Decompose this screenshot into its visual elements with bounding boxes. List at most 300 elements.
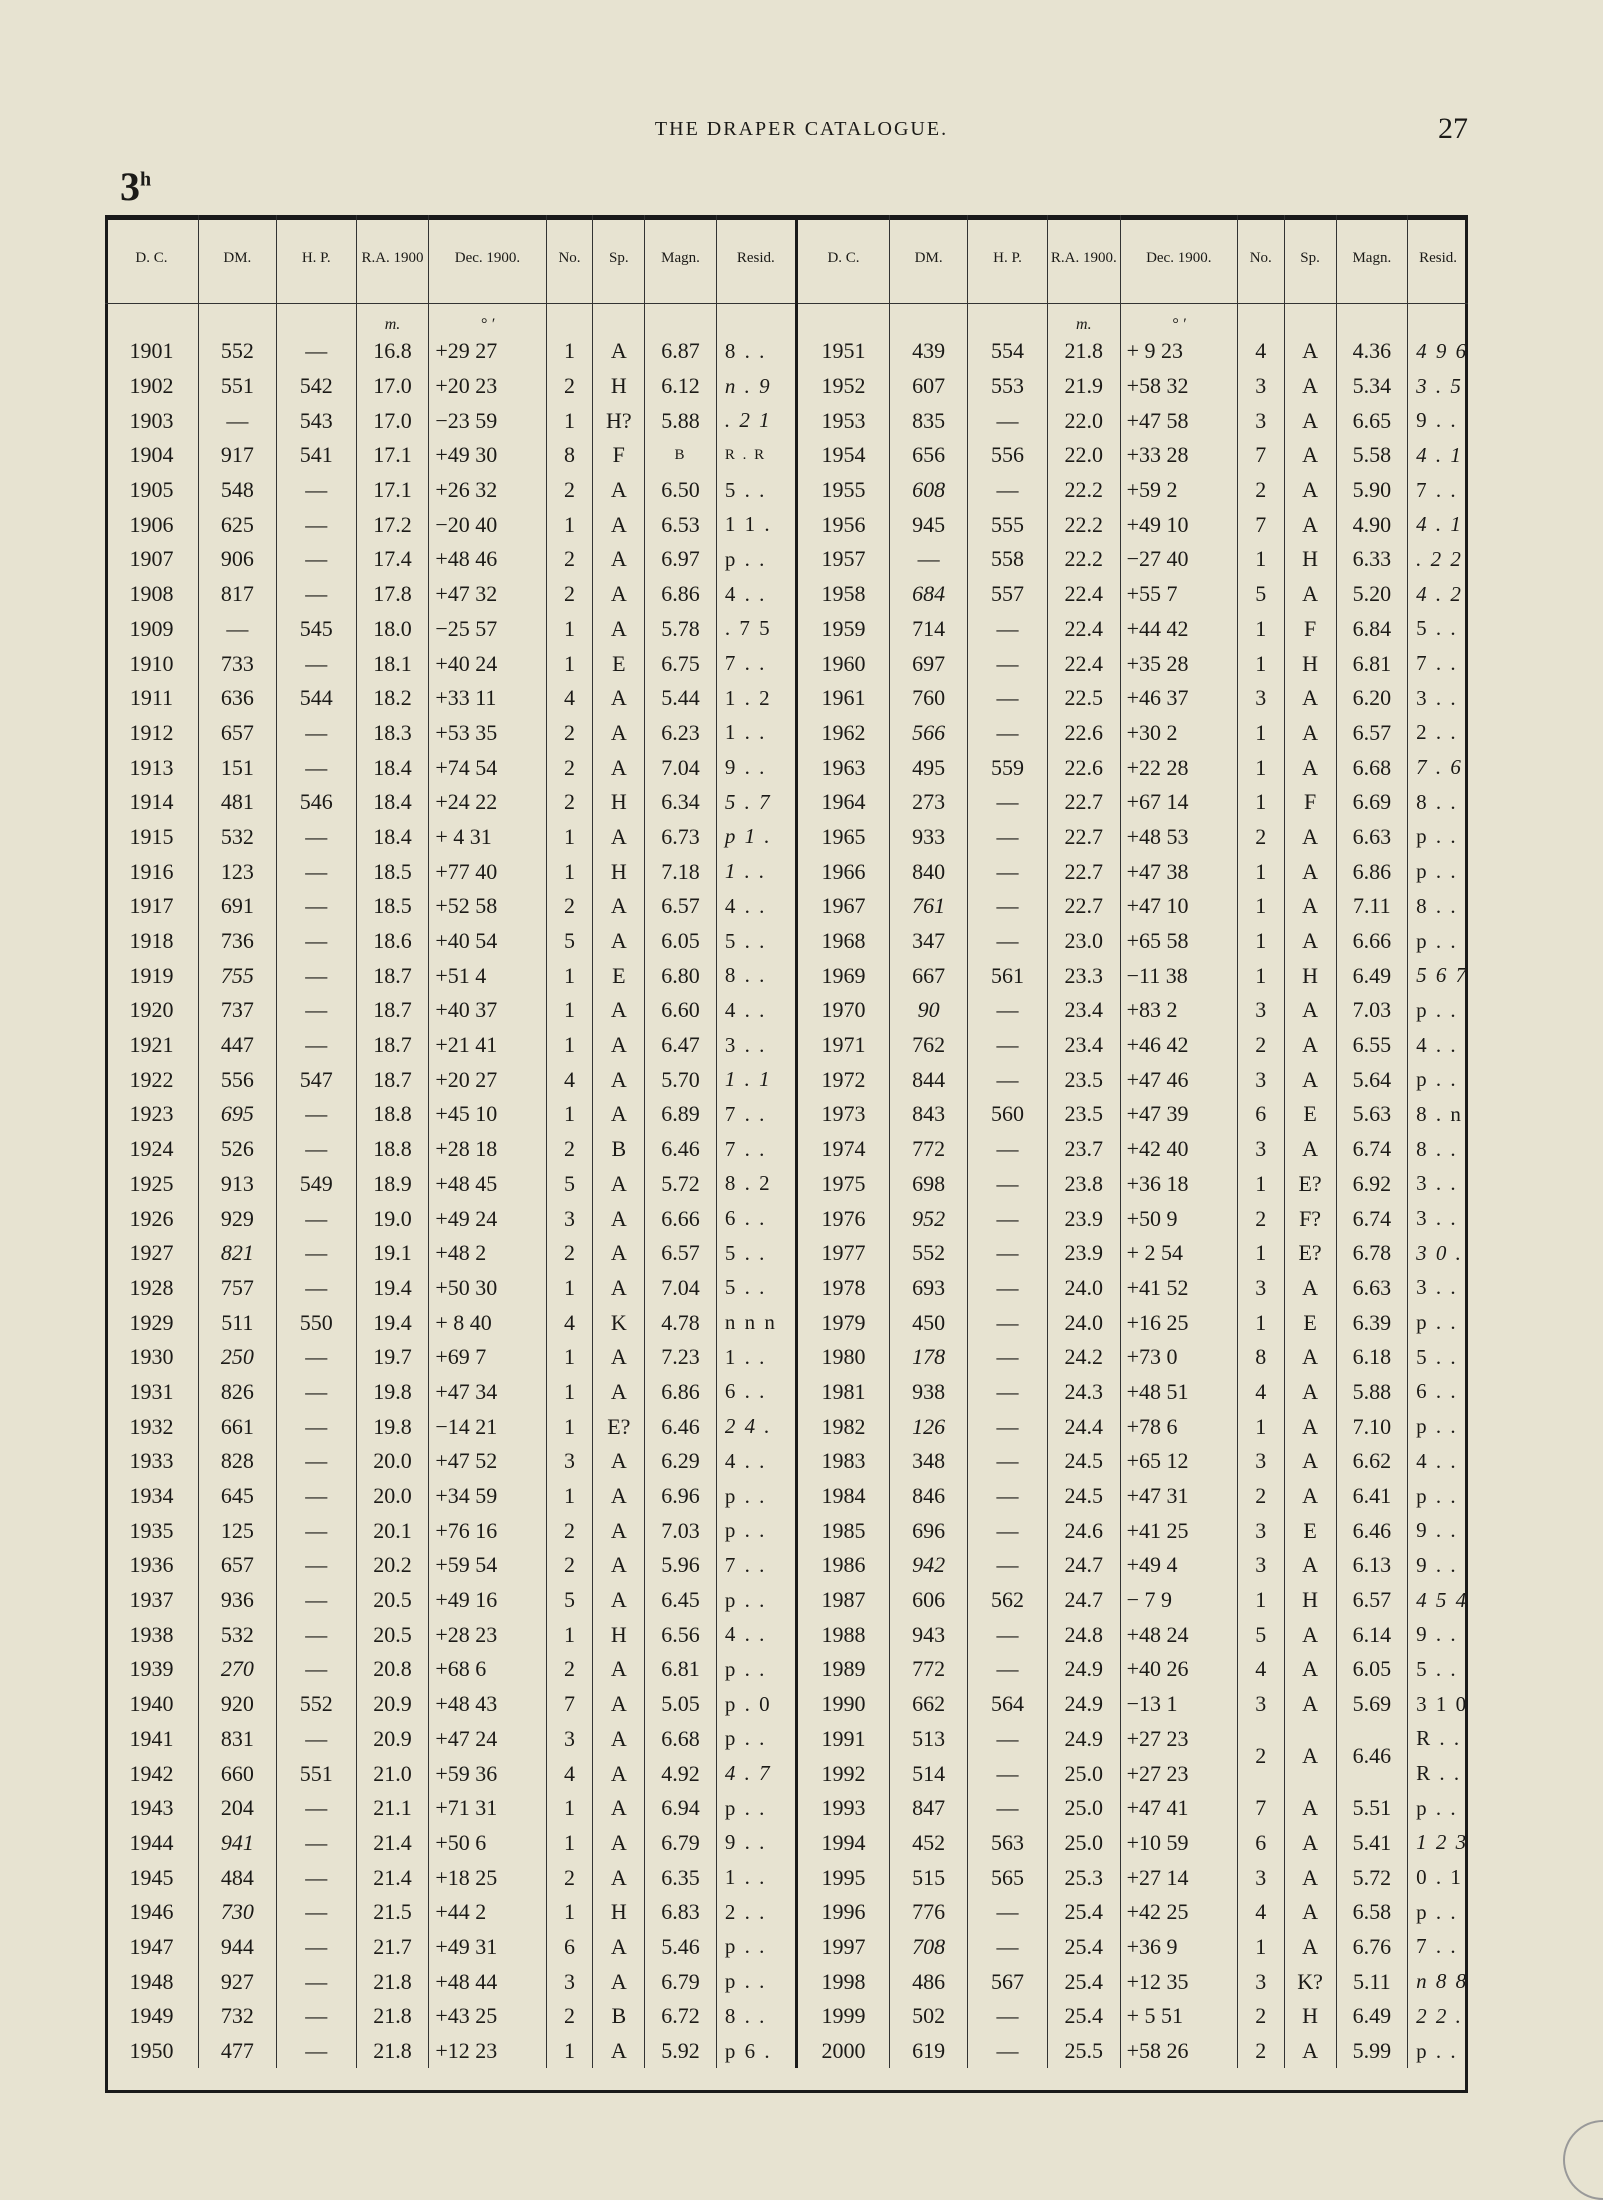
cell-dm: 151 (198, 750, 276, 785)
cell-dc: 1932 (129, 1413, 174, 1439)
cell-dc: 1992 (796, 1756, 889, 1791)
cell-dec: +58 32 (1120, 369, 1237, 404)
cell-magn: 6.68 (1336, 750, 1408, 785)
cell-ra: 25.5 (1047, 2034, 1120, 2069)
cell-dc: 1937 (129, 1587, 174, 1613)
cell-hp: 555 (968, 507, 1048, 542)
cell-no: 3 (1237, 681, 1284, 716)
cell-dec: +47 58 (1120, 403, 1237, 438)
cell-resid: 1 2 3 (1408, 1826, 1468, 1861)
cell-dec: +28 23 (429, 1617, 546, 1652)
cell-dm: 662 (890, 1687, 968, 1722)
cell-dc: 1973 (796, 1097, 889, 1132)
cell-dc: 1952 (796, 369, 889, 404)
cell-dm: 606 (890, 1583, 968, 1618)
cell-magn: 6.83 (645, 1895, 717, 1930)
page-number: 27 (1438, 112, 1468, 145)
cell-hp: — (276, 1028, 356, 1063)
cell-resid: . 2 1 (716, 403, 796, 438)
cell-dec: −13 1 (1120, 1687, 1237, 1722)
cell-dm: 757 (198, 1271, 276, 1306)
cell-resid: 7 . . (1408, 1930, 1468, 1965)
cell-dm: 656 (890, 438, 968, 473)
cell-dec: +26 32 (429, 473, 546, 508)
header-row (105, 215, 1468, 304)
cell-magn: 6.87 (645, 334, 717, 369)
cell-sp: A (593, 1271, 645, 1306)
cell-ra: 24.9 (1047, 1652, 1120, 1687)
cell-sp: H? (593, 403, 645, 438)
cell-dec: +21 41 (429, 1028, 546, 1063)
cell-dec: +49 31 (429, 1930, 546, 1965)
cell-dm: 450 (890, 1305, 968, 1340)
cell-hp: — (276, 1201, 356, 1236)
cell-dec: +35 28 (1120, 646, 1237, 681)
cell-dc: 1984 (796, 1479, 889, 1514)
cell-no: 4 (1237, 1375, 1284, 1410)
cell-ra: 22.4 (1047, 612, 1120, 647)
cell-dm: 608 (890, 473, 968, 508)
cell-ra: 22.2 (1047, 542, 1120, 577)
cell-dc: 1941 (129, 1725, 174, 1751)
cell-resid: 8 . . (716, 958, 796, 993)
cell-sp: A (1284, 1375, 1336, 1410)
cell-sp: A (1284, 820, 1336, 855)
cell-dec: +49 4 (1120, 1548, 1237, 1583)
cell-dec: +41 25 (1120, 1513, 1237, 1548)
cell-dec: +49 24 (429, 1201, 546, 1236)
cell-hp: — (968, 1791, 1048, 1826)
cell-hp: 549 (276, 1167, 356, 1202)
cell-hp: — (276, 1340, 356, 1375)
cell-magn: 6.58 (1336, 1895, 1408, 1930)
cell-hp: — (968, 854, 1048, 889)
cell-dm: 835 (890, 403, 968, 438)
cell-resid: . 7 5 (716, 612, 796, 647)
cell-ra: 25.4 (1047, 1999, 1120, 2034)
cell-dc: 1964 (796, 785, 889, 820)
cell-dm: 532 (198, 1617, 276, 1652)
header-no: No. (1237, 215, 1284, 304)
cell-dc: 1961 (796, 681, 889, 716)
cell-dm: 657 (198, 716, 276, 751)
cell-resid: 2 . . (1408, 716, 1468, 751)
cell-dc: 1931 (129, 1378, 174, 1404)
cell-ra: 22.0 (1047, 438, 1120, 473)
cell-dec: +65 58 (1120, 924, 1237, 959)
cell-dec: +51 4 (429, 958, 546, 993)
cell-magn: 6.49 (1336, 958, 1408, 993)
cell-no: 7 (1237, 507, 1284, 542)
cell-sp: K (593, 1305, 645, 1340)
cell-dm: 486 (890, 1964, 968, 1999)
cell-dc: 1942 (129, 1760, 174, 1786)
cell-resid: 4 . 2 (1408, 577, 1468, 612)
cell-dec: − 7 9 (1120, 1583, 1237, 1618)
cell-resid: R . . (1408, 1722, 1468, 1757)
cell-ra: 24.5 (1047, 1444, 1120, 1479)
cell-magn: 7.23 (645, 1340, 717, 1375)
cell-magn: 5.88 (645, 403, 717, 438)
cell-ra: 18.5 (356, 889, 429, 924)
cell-ra: 21.1 (356, 1791, 429, 1826)
table-row (105, 1860, 1468, 1895)
cell-hp: — (276, 1791, 356, 1826)
cell-dm: 607 (890, 369, 968, 404)
cell-dm: 737 (198, 993, 276, 1028)
cell-dec: +59 54 (429, 1548, 546, 1583)
cell-ra: 18.9 (356, 1167, 429, 1202)
cell-magn: 6.18 (1336, 1340, 1408, 1375)
cell-dec: +42 40 (1120, 1132, 1237, 1167)
cell-sp: E (593, 646, 645, 681)
cell-dec: +40 26 (1120, 1652, 1237, 1687)
cell-no: 1 (546, 2034, 593, 2069)
catalogue-table (105, 215, 1468, 2068)
cell-no: 2 (546, 1999, 593, 2034)
cell-sp: A (593, 1167, 645, 1202)
cell-resid: 3 0 . (1408, 1236, 1468, 1271)
cell-dc: 1903 (129, 407, 174, 433)
cell-resid: 3 . 5 (1408, 369, 1468, 404)
cell-ra: 24.3 (1047, 1375, 1120, 1410)
section-hour-unit: h (140, 168, 152, 191)
cell-no: 2 (546, 785, 593, 820)
cell-no: 1 (546, 993, 593, 1028)
cell-dm: 821 (198, 1236, 276, 1271)
cell-dc: 2000 (796, 2034, 889, 2069)
cell-dec: +47 24 (429, 1722, 546, 1757)
cell-sp: A (593, 1860, 645, 1895)
cell-dc: 1908 (129, 581, 174, 607)
table-row (105, 1028, 1468, 1063)
cell-sp: A (593, 1964, 645, 1999)
cell-ra: 23.4 (1047, 1028, 1120, 1063)
cell-dec: +30 2 (1120, 716, 1237, 751)
cell-dec: +47 52 (429, 1444, 546, 1479)
cell-dm: 657 (198, 1548, 276, 1583)
cell-dm: 761 (890, 889, 968, 924)
cell-resid: 8 . . (1408, 785, 1468, 820)
cell-magn: 7.04 (645, 750, 717, 785)
cell-hp: — (968, 403, 1048, 438)
cell-ra: 18.4 (356, 820, 429, 855)
cell-dm: 273 (890, 785, 968, 820)
cell-hp: — (276, 958, 356, 993)
cell-dc: 1974 (796, 1132, 889, 1167)
cell-dec: +27 23 (1120, 1756, 1237, 1791)
cell-dec: +33 28 (1120, 438, 1237, 473)
cell-dc: 1921 (129, 1032, 174, 1058)
cell-sp: A (1284, 681, 1336, 716)
table-row (105, 1617, 1468, 1652)
cell-ra: 22.7 (1047, 854, 1120, 889)
cell-no: 2 (546, 473, 593, 508)
cell-resid: p . . (1408, 1895, 1468, 1930)
table-row (105, 785, 1468, 820)
cell-magn: 6.57 (1336, 1583, 1408, 1618)
cell-ra: 18.7 (356, 958, 429, 993)
cell-ra: 24.5 (1047, 1479, 1120, 1514)
cell-hp: — (968, 1756, 1048, 1791)
table-row (105, 1583, 1468, 1618)
cell-resid: p . . (716, 1479, 796, 1514)
cell-dec: +40 24 (429, 646, 546, 681)
cell-hp: 562 (968, 1583, 1048, 1618)
cell-dc: 1910 (129, 650, 174, 676)
cell-dm: 844 (890, 1062, 968, 1097)
cell-ra: 18.7 (356, 1028, 429, 1063)
cell-sp: A (593, 1028, 645, 1063)
cell-sp: A (1284, 1409, 1336, 1444)
header-ra: R.A. 1900 (356, 215, 429, 304)
cell-dm: 526 (198, 1132, 276, 1167)
cell-ra: 20.0 (356, 1479, 429, 1514)
cell-ra: 24.7 (1047, 1583, 1120, 1618)
cell-dec: +48 44 (429, 1964, 546, 1999)
cell-dm: 942 (890, 1548, 968, 1583)
cell-hp: — (276, 1548, 356, 1583)
cell-ra: 21.0 (356, 1756, 429, 1791)
cell-resid: 2 4 . (716, 1409, 796, 1444)
cell-sp: A (593, 889, 645, 924)
cell-sp: A (593, 820, 645, 855)
cell-hp: 552 (276, 1687, 356, 1722)
cell-hp: — (276, 1617, 356, 1652)
cell-dm: 952 (890, 1201, 968, 1236)
cell-dec: +76 16 (429, 1513, 546, 1548)
cell-dec: +53 35 (429, 716, 546, 751)
cell-dm: — (890, 542, 968, 577)
cell-dm: 481 (198, 785, 276, 820)
cell-resid: p . . (716, 1513, 796, 1548)
cell-no: 2 (546, 889, 593, 924)
cell-dc: 1926 (129, 1205, 174, 1231)
cell-resid: 5 . . (716, 1236, 796, 1271)
cell-sp: A (1284, 993, 1336, 1028)
cell-ra: 18.4 (356, 750, 429, 785)
cell-sp: A (1284, 1340, 1336, 1375)
cell-dc: 1976 (796, 1201, 889, 1236)
cell-ra: 18.1 (356, 646, 429, 681)
table-row (105, 889, 1468, 924)
cell-hp: 554 (968, 334, 1048, 369)
cell-resid: 1 . 2 (716, 681, 796, 716)
cell-dec: +71 31 (429, 1791, 546, 1826)
cell-no: 2 (1237, 820, 1284, 855)
cell-ra: 18.8 (356, 1097, 429, 1132)
cell-no: 3 (1237, 1860, 1284, 1895)
cell-dm: 762 (890, 1028, 968, 1063)
cell-no: 7 (1237, 1791, 1284, 1826)
cell-dc: 1944 (129, 1829, 174, 1855)
cell-no: 3 (1237, 1513, 1284, 1548)
cell-hp: — (276, 577, 356, 612)
cell-magn: 6.29 (645, 1444, 717, 1479)
cell-hp: — (968, 1167, 1048, 1202)
cell-dec: +48 45 (429, 1167, 546, 1202)
cell-dm: 733 (198, 646, 276, 681)
cell-ra: 20.5 (356, 1583, 429, 1618)
cell-hp: — (968, 993, 1048, 1028)
cell-hp: — (968, 1305, 1048, 1340)
ra-unit: m. (356, 304, 429, 335)
table-row (105, 716, 1468, 751)
cell-magn: 5.34 (1336, 369, 1408, 404)
cell-magn: 6.79 (645, 1826, 717, 1861)
cell-dc: 1914 (129, 789, 174, 815)
cell-ra: 20.2 (356, 1548, 429, 1583)
cell-magn: 5.41 (1336, 1826, 1408, 1861)
header-sp: Sp. (593, 215, 645, 304)
running-title: THE DRAPER CATALOGUE. (654, 118, 949, 140)
table-row (105, 646, 1468, 681)
cell-sp: A (1284, 1479, 1336, 1514)
cell-no: 2 (546, 542, 593, 577)
cell-dc: 1980 (796, 1340, 889, 1375)
cell-magn: 6.72 (645, 1999, 717, 2034)
cell-hp: — (276, 1444, 356, 1479)
cell-dm: 817 (198, 577, 276, 612)
cell-magn: 6.86 (645, 577, 717, 612)
cell-no: 2 (1237, 473, 1284, 508)
cell-sp: A (593, 1548, 645, 1583)
header-no: No. (546, 215, 593, 304)
cell-hp: — (968, 889, 1048, 924)
header-dec: Dec. 1900. (429, 215, 546, 304)
cell-dc: 1957 (796, 542, 889, 577)
cell-dec: +42 25 (1120, 1895, 1237, 1930)
cell-sp: E? (1284, 1167, 1336, 1202)
cell-ra: 22.2 (1047, 507, 1120, 542)
cell-dm: 495 (890, 750, 968, 785)
cell-dm: 619 (890, 2034, 968, 2069)
cell-dc: 1972 (796, 1062, 889, 1097)
header-dec: Dec. 1900. (1120, 215, 1237, 304)
cell-no: 6 (1237, 1097, 1284, 1132)
cell-dm: 695 (198, 1097, 276, 1132)
cell-ra: 17.2 (356, 507, 429, 542)
cell-dm: 514 (890, 1756, 968, 1791)
cell-magn: 5.96 (645, 1548, 717, 1583)
cell-dc: 1909 (129, 615, 174, 641)
table-row (105, 612, 1468, 647)
cell-sp: A (593, 1062, 645, 1097)
cell-no: 1 (1237, 646, 1284, 681)
cell-dc: 1971 (796, 1028, 889, 1063)
cell-hp: — (968, 612, 1048, 647)
cell-no: 6 (546, 1930, 593, 1965)
cell-magn: 6.57 (645, 889, 717, 924)
cell-dec: +12 23 (429, 2034, 546, 2069)
cell-hp: 567 (968, 1964, 1048, 1999)
cell-no: 1 (1237, 1930, 1284, 1965)
cell-resid: 5 . . (1408, 1340, 1468, 1375)
cell-resid: 8 . 2 (716, 1167, 796, 1202)
cell-dec: + 2 54 (1120, 1236, 1237, 1271)
cell-dc: 1975 (796, 1167, 889, 1202)
cell-dm: 551 (198, 369, 276, 404)
cell-ra: 19.8 (356, 1409, 429, 1444)
cell-magn: 6.65 (1336, 403, 1408, 438)
cell-resid: 5 . 7 (716, 785, 796, 820)
cell-dec: +48 2 (429, 1236, 546, 1271)
cell-no: 1 (546, 1479, 593, 1514)
cell-sp: A (593, 924, 645, 959)
cell-magn: 6.66 (645, 1201, 717, 1236)
cell-resid: 4 . 1 (1408, 507, 1468, 542)
table-row (105, 507, 1468, 542)
cell-dc: 1965 (796, 820, 889, 855)
cell-hp: — (968, 820, 1048, 855)
cell-magn: 6.46 (645, 1409, 717, 1444)
cell-dec: +77 40 (429, 854, 546, 889)
table-row (105, 1479, 1468, 1514)
cell-sp: F (593, 438, 645, 473)
table-row (105, 681, 1468, 716)
cell-no: 4 (546, 1756, 593, 1791)
cell-ra: 22.4 (1047, 577, 1120, 612)
cell-magn: 7.03 (645, 1513, 717, 1548)
cell-dec: +47 32 (429, 577, 546, 612)
cell-hp: 543 (276, 403, 356, 438)
cell-no: 1 (546, 1617, 593, 1652)
cell-magn: 4.78 (645, 1305, 717, 1340)
cell-dc: 1946 (129, 1899, 174, 1925)
cell-dec: +47 34 (429, 1375, 546, 1410)
cell-resid: 4 . . (716, 1444, 796, 1479)
cell-ra: 22.7 (1047, 820, 1120, 855)
cell-ra: 17.0 (356, 369, 429, 404)
cell-no: 2 (1237, 2034, 1284, 2069)
cell-hp: — (276, 2034, 356, 2069)
cell-resid: 4 . 1 (1408, 438, 1468, 473)
cell-no: 4 (546, 681, 593, 716)
cell-no: 1 (546, 334, 593, 369)
cell-magn: 6.13 (1336, 1548, 1408, 1583)
cell-dm: 736 (198, 924, 276, 959)
cell-no: 8 (546, 438, 593, 473)
cell-hp: — (276, 1375, 356, 1410)
cell-ra: 22.7 (1047, 889, 1120, 924)
cell-hp: — (968, 1132, 1048, 1167)
cell-no: 2 (546, 1236, 593, 1271)
cell-sp: A (1284, 1791, 1336, 1826)
cell-dc: 1960 (796, 646, 889, 681)
cell-no: 6 (1237, 1826, 1284, 1861)
cell-magn: 6.69 (1336, 785, 1408, 820)
cell-sp: H (593, 785, 645, 820)
cell-dec: +47 31 (1120, 1479, 1237, 1514)
cell-ra: 18.0 (356, 612, 429, 647)
cell-sp: A (1284, 507, 1336, 542)
cell-ra: 21.8 (356, 2034, 429, 2069)
cell-dec: + 5 51 (1120, 1999, 1237, 2034)
cell-no: 1 (1237, 958, 1284, 993)
cell-magn: 5.46 (645, 1930, 717, 1965)
cell-sp: A (1284, 438, 1336, 473)
cell-sp: A (593, 1375, 645, 1410)
cell-dc: 1995 (796, 1860, 889, 1895)
cell-dec: +73 0 (1120, 1340, 1237, 1375)
cell-magn: 6.62 (1336, 1444, 1408, 1479)
cell-resid: 5 6 7 (1408, 958, 1468, 993)
cell-ra: 21.8 (1047, 334, 1120, 369)
cell-dm: 439 (890, 334, 968, 369)
cell-hp: — (968, 1513, 1048, 1548)
cell-dc: 1929 (129, 1309, 174, 1335)
cell-dec: +52 58 (429, 889, 546, 924)
